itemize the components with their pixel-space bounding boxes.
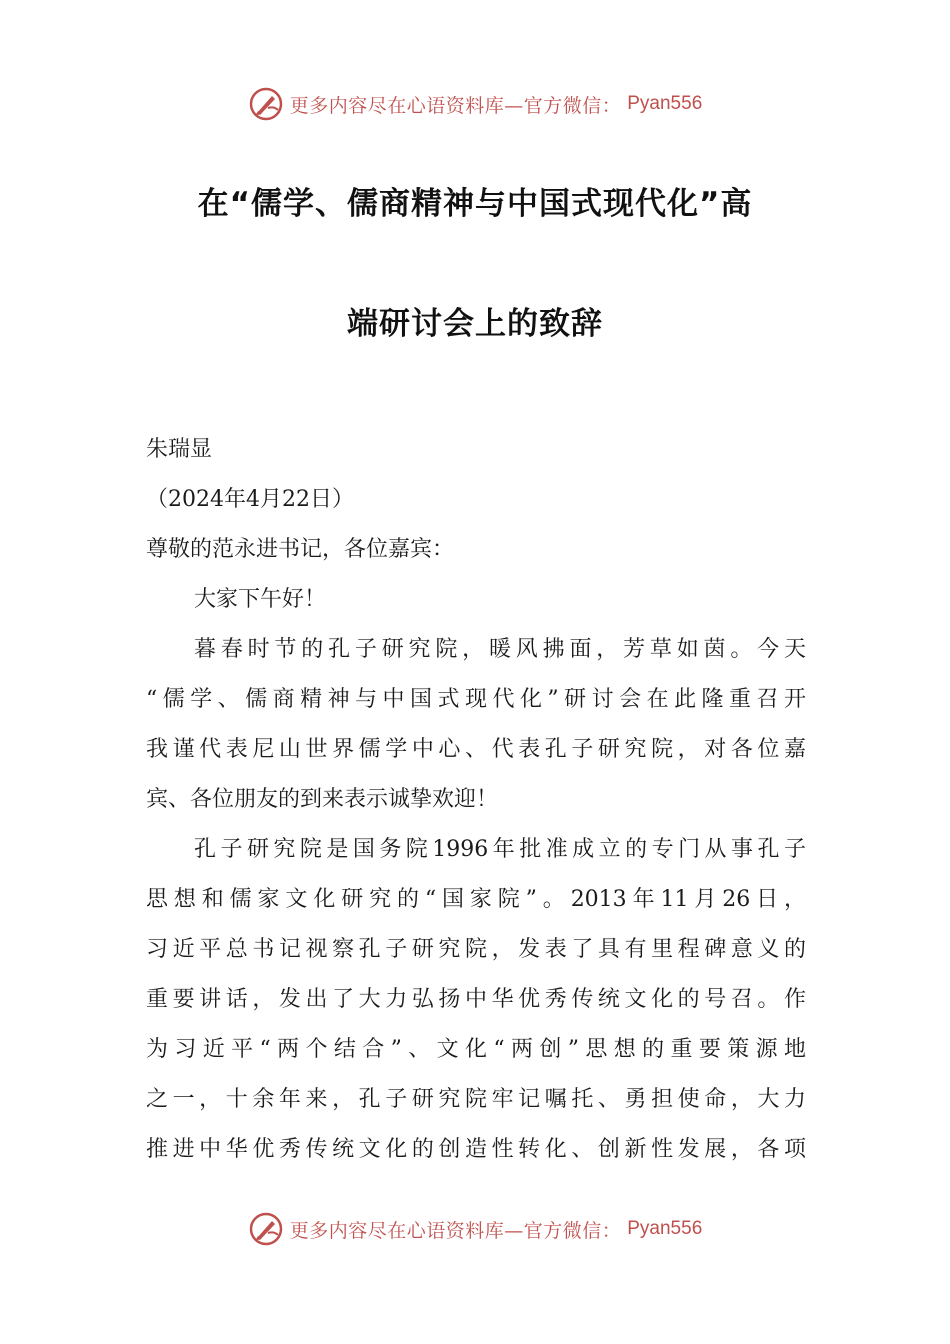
paragraph-2-line: 习近平总书记视察孔子研究院，发表了具有里程碑意义的 [146,937,806,962]
author: 朱瑞显 [146,437,213,462]
paragraph-2-line: 重要讲话，发出了大力弘扬中华优秀传统文化的号召。作 [146,987,806,1012]
banner-wechat-id: Pyan556 [627,93,703,114]
paragraph-2-line: 孔子研究院是国务院1996年批准成立的专门从事孔子 [194,837,806,862]
document-body [146,425,806,1175]
banner-text: 更多内容尽在心语资料库—官方微信： [289,94,622,117]
date: （2024年4月22日） [146,487,354,512]
paragraph-2-line: 思想和儒家文化研究的“国家院”。2013年11月26日， [146,887,806,912]
paragraph-1-line: “儒学、儒商精神与中国式现代化”研讨会在此隆重召开 [146,687,806,712]
greeting: 大家下午好！ [194,587,327,612]
title-line-2: 端研讨会上的致辞 [347,306,603,342]
paragraph-1-line: 我谨代表尼山世界儒学中心、代表孔子研究院，对各位嘉 [146,737,806,762]
pen-logo-icon [248,1211,284,1247]
header-banner [0,84,950,124]
paragraph-2-line: 之一，十余年来，孔子研究院牢记嘱托、勇担使命，大力 [146,1087,806,1112]
pen-logo-icon [248,86,284,122]
paragraph-2-line: 推进中华优秀传统文化的创造性转化、创新性发展，各项 [146,1137,806,1162]
title-line-1: 在“儒学、儒商精神与中国式现代化”高 [197,186,753,222]
banner-wechat-id: Pyan556 [627,1218,703,1239]
paragraph-1-line: 暮春时节的孔子研究院，暖风拂面，芳草如茵。今天 [194,637,806,662]
paragraph-2-line: 为习近平“两个结合”、文化“两创”思想的重要策源地 [146,1037,806,1062]
salutation: 尊敬的范永进书记，各位嘉宾： [146,537,455,562]
footer-banner [0,1209,950,1249]
banner-text: 更多内容尽在心语资料库—官方微信： [289,1219,622,1242]
paragraph-1-line: 宾、各位朋友的到来表示诚挚欢迎！ [146,787,499,812]
